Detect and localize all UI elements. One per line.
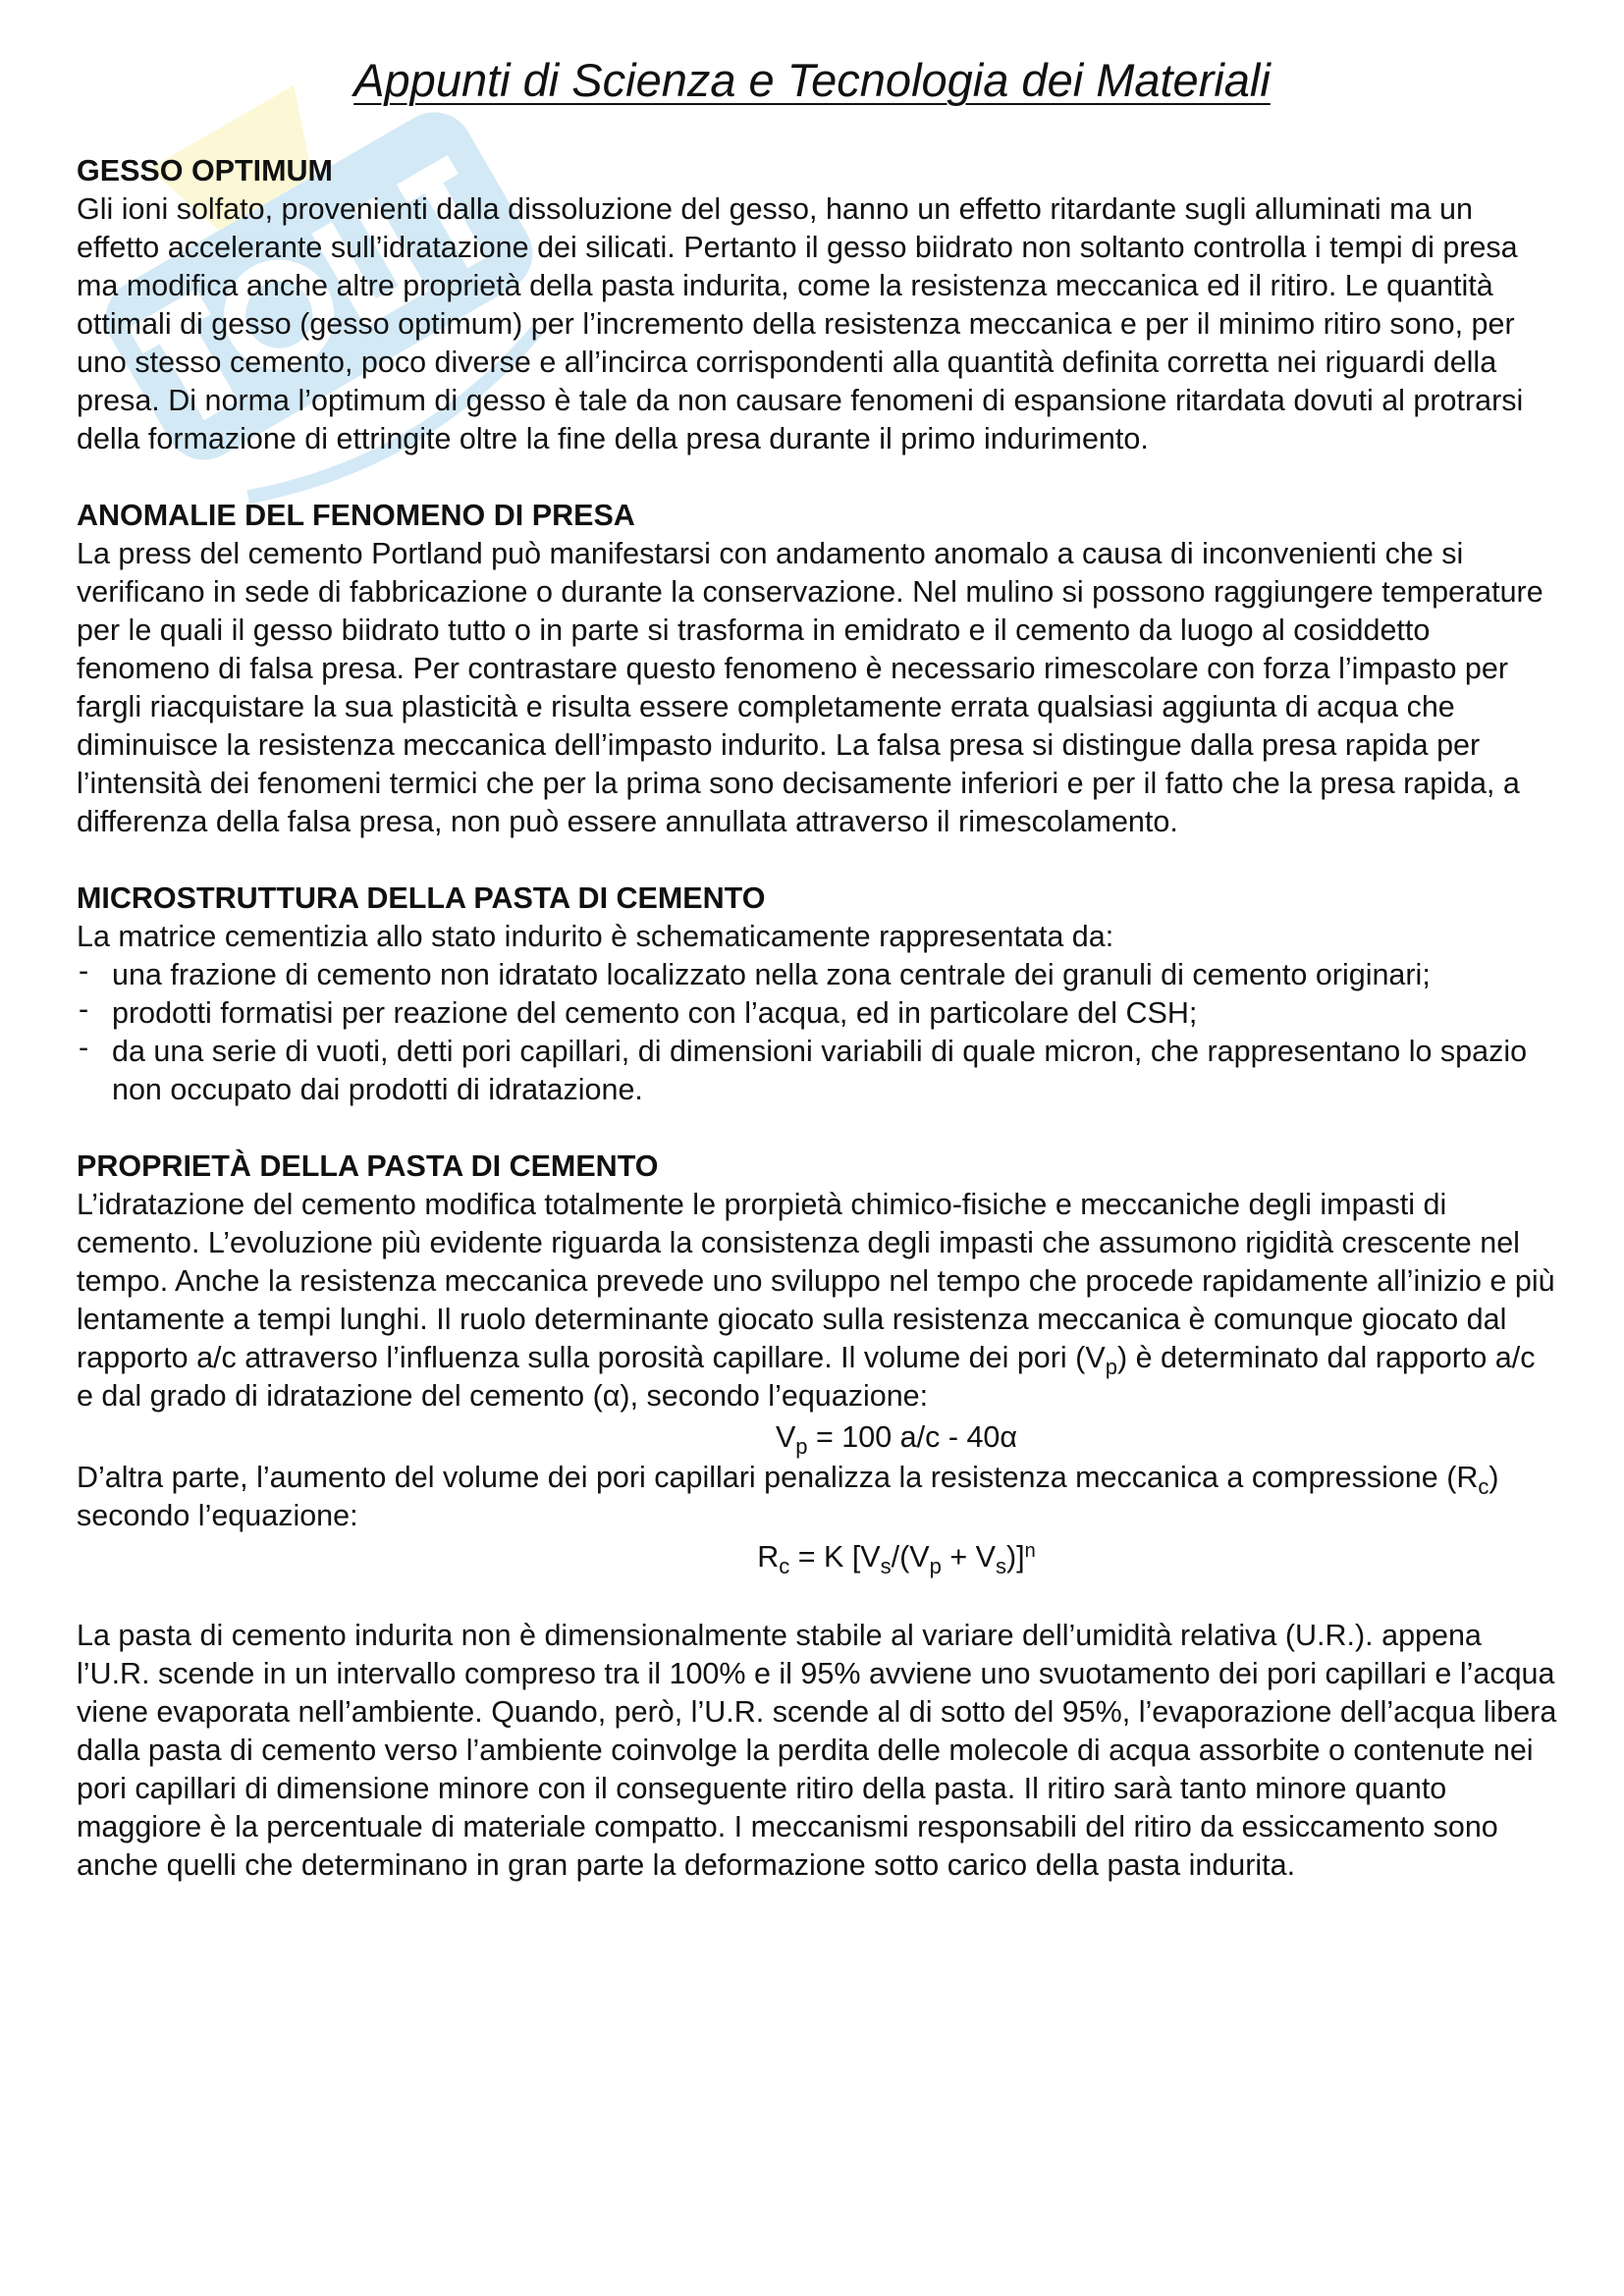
text-run: /(V [891,1540,930,1574]
text-run: V [775,1420,796,1454]
subscript: c [1478,1474,1489,1499]
text-run: )] [1006,1540,1025,1574]
subscript: s [996,1554,1006,1578]
text-run: = 100 a/c - 40α [807,1420,1018,1454]
section-anomalie-presa [77,497,1559,841]
section-heading: GESSO OPTIMUM [77,154,333,187]
dash-bullet: - [79,1031,89,1064]
equation-compressive-strength [77,1535,1559,1578]
section-proprieta [77,1148,1559,1885]
subscript: p [1105,1355,1117,1379]
section-heading: PROPRIETÀ DELLA PASTA DI CEMENTO [77,1149,659,1183]
section-paragraph: La pasta di cemento indurita non è dimensionalmente stabile al variare dell’umidità relativa (U.R.). appena l’U.R. scende in un intervallo compreso tra il 100% e il 95% avviene uno svuotamento dei pori capillari e l’acqua viene evaporata nell’ambiente. Quando, però, l’U.R. scende al di sotto del 95%, l’evaporazione dell’acqua libera dalla pasta di cemento verso l’ambiente coinvolge la perdita delle molecole di acqua assorbite o contenute nei pori capillari di dimensione minore con il conseguente ritiro della pasta. Il ritiro sarà tanto minore quanto maggiore è la percentuale di materiale compatto. I meccanismi responsabili del ritiro da essiccamento sono anche quelli che determinano in gran parte la deformazione sotto carico della pasta indurita. [77,1619,1557,1882]
text-run: R [757,1540,780,1574]
subscript: p [929,1554,942,1578]
list-item [77,956,1559,994]
section-intro: La matrice cementizia allo stato indurito è schematicamente rappresentata da: [77,920,1114,953]
text-run: ) secondo l’equazione: [77,1461,1499,1532]
subscript: c [779,1554,790,1578]
section-paragraph: Gli ioni solfato, provenienti dalla dissoluzione del gesso, hanno un effetto ritardante sugli alluminati ma un effetto accelerante sull’idratazione dei silicati. Pertanto il gesso biidrato non soltanto controlla i tempi di presa ma modifica anche altre proprietà della pasta indurita, come la resistenza meccanica ed il ritiro. Le quantità ottimali di gesso (gesso optimum) per l’incremento della resistenza meccanica e per il minimo ritiro sono, per uno stesso cemento, poco diverse e all’incirca corrispondenti alla quantità definita corretta nei riguardi della presa. Di norma l’optimum di gesso è tale da non causare fenomeni di espansione ritardata dovuti al protrarsi della formazione di ettringite oltre la fine della presa durante il primo indurimento. [77,192,1524,455]
list-item-text: prodotti formatisi per reazione del cemento con l’acqua, ed in particolare del CSH; [112,996,1198,1030]
equation-pore-volume [77,1415,1559,1459]
document-body [77,152,1559,1923]
subscript: s [880,1554,892,1578]
page-title: Appunti di Scienza e Tecnologia dei Materiali [353,54,1271,106]
section-paragraph [77,1459,1559,1535]
dash-bullet: - [79,954,89,988]
superscript: n [1024,1540,1036,1562]
spacer [77,1578,1559,1617]
section-paragraph [77,1186,1559,1415]
dash-bullet: - [79,992,89,1026]
text-run: D’altra parte, l’aumento del volume dei pori capillari penalizza la resistenza meccanica a compressione (R [77,1461,1479,1494]
text-run: + V [941,1540,996,1574]
text-run: ) è determinato dal rapporto a/c e dal grado di idratazione del cemento (α), secondo l’equazione: [77,1341,1536,1413]
list-item-text: una frazione di cemento non idratato localizzato nella zona centrale dei granuli di cemento originari; [112,958,1431,991]
text-run: = K [V [789,1540,881,1574]
section-gesso-optimum [77,152,1559,458]
list-item-text: da una serie di vuoti, detti pori capillari, di dimensioni variabili di quale micron, che rappresentano lo spazio non occupato dai prodotti di idratazione. [112,1035,1528,1106]
section-microstruttura [77,880,1559,1109]
list-item [77,1033,1559,1109]
subscript: p [795,1434,808,1459]
section-heading: MICROSTRUTTURA DELLA PASTA DI CEMENTO [77,881,766,915]
text-run: L’idratazione del cemento modifica totalmente le prorpietà chimico-fisiche e meccaniche degli impasti di cemento. L’evoluzione più evidente riguarda la consistenza degli impasti che assumono rigidità crescente nel tempo. Anche la resistenza meccanica prevede uno sviluppo nel tempo che procede rapidamente all’inizio e più lentamente a tempi lunghi. Il ruolo determinante giocato sulla resistenza meccanica è comunque giocato dal rapporto a/c attraverso l’influenza sulla porosità capillare. Il volume dei pori (V [77,1188,1555,1374]
list-item [77,994,1559,1033]
bullet-list [77,956,1559,1109]
section-heading: ANOMALIE DEL FENOMENO DI PRESA [77,499,635,532]
section-paragraph: La press del cemento Portland può manifestarsi con andamento anomalo a causa di inconvenienti che si verificano in sede di fabbricazione o durante la conservazione. Nel mulino si possono raggiungere temperature per le quali il gesso biidrato tutto o in parte si trasforma in emidrato e il cemento da luogo al cosiddetto fenomeno di falsa presa. Per contrastare questo fenomeno è necessario rimescolare con forza l’impasto per fargli riacquistare la sua plasticità e risulta essere completamente errata qualsiasi aggiunta di acqua che diminuisce la resistenza meccanica dell’impasto indurito. La falsa presa si distingue dalla presa rapida per l’intensità dei fenomeni termici che per la prima sono decisamente inferiori e per il fatto che la presa rapida, a differenza della falsa presa, non può essere annullata attraverso il rimescolamento. [77,537,1543,838]
